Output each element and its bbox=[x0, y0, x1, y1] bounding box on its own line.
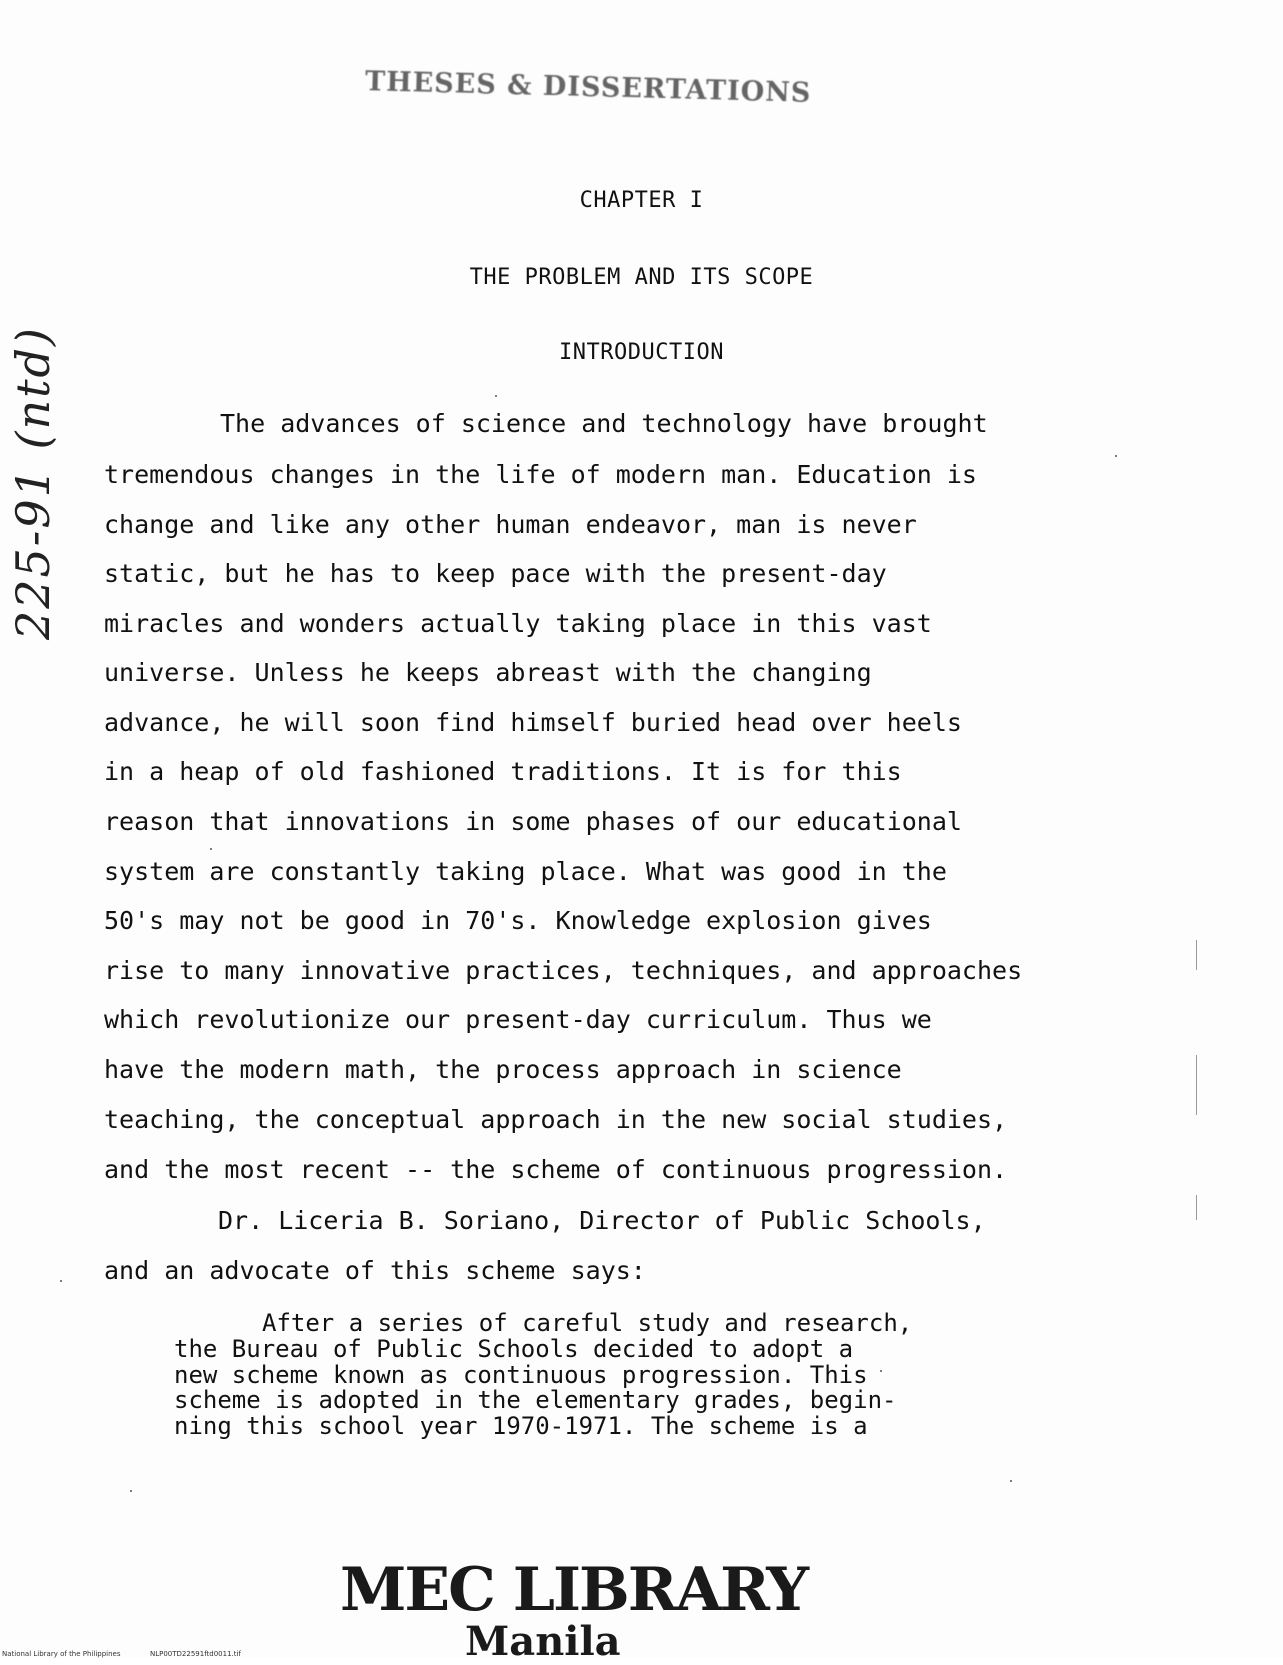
text-line: change and like any other human endeavor, man is never bbox=[104, 510, 917, 539]
text-line: in a heap of old fashioned traditions. It is for this bbox=[104, 757, 902, 786]
text-line: have the modern math, the process approach in science bbox=[104, 1055, 902, 1084]
text-line: which revolutionize our present-day curriculum. Thus we bbox=[104, 1005, 932, 1034]
scan-edge-mark bbox=[1196, 940, 1197, 970]
scan-edge-mark bbox=[1196, 1195, 1197, 1220]
footer-source: National Library of the Philippines bbox=[2, 1650, 121, 1658]
text-line: rise to many innovative practices, techniques, and approaches bbox=[104, 956, 1023, 985]
text-line: Dr. Liceria B. Soriano, Director of Public Schools, bbox=[218, 1206, 986, 1235]
scan-speck bbox=[1115, 455, 1117, 457]
quote-line: new scheme known as continuous progression. This bbox=[174, 1361, 868, 1389]
scan-speck bbox=[880, 1370, 882, 1372]
text-line: and an advocate of this scheme says: bbox=[104, 1256, 646, 1285]
quote-line: the Bureau of Public Schools decided to adopt a bbox=[174, 1335, 854, 1363]
scan-speck bbox=[210, 848, 212, 850]
text-line: teaching, the conceptual approach in the new social studies, bbox=[104, 1105, 1008, 1134]
text-line: tremendous changes in the life of modern man. Education is bbox=[104, 460, 977, 489]
scan-speck bbox=[495, 395, 497, 397]
handwritten-margin-note: 225-91 (ntd) bbox=[6, 326, 60, 640]
quote-line: ning this school year 1970-1971. The scheme is a bbox=[174, 1412, 868, 1440]
text-line: 50's may not be good in 70's. Knowledge explosion gives bbox=[104, 906, 932, 935]
theses-dissertations-stamp: THESES & DISSERTATIONS bbox=[364, 66, 812, 109]
quote-line: scheme is adopted in the elementary grades, begin- bbox=[174, 1386, 897, 1414]
footer-filename: NLP00TD22591ftd0011.tif bbox=[150, 1650, 241, 1658]
text-line: system are constantly taking place. What was good in the bbox=[104, 857, 947, 886]
library-stamp-place: Manila bbox=[465, 1618, 621, 1665]
text-line: miracles and wonders actually taking place in this vast bbox=[104, 609, 932, 638]
text-line: and the most recent -- the scheme of continuous progression. bbox=[104, 1155, 1008, 1184]
scan-speck bbox=[130, 1490, 132, 1492]
text-line: advance, he will soon find himself buried head over heels bbox=[104, 708, 962, 737]
library-stamp-title: MEC LIBRARY bbox=[340, 1555, 808, 1625]
quote-line: After a series of careful study and research, bbox=[262, 1309, 913, 1337]
chapter-heading: CHAPTER I bbox=[579, 188, 704, 213]
scan-edge-mark bbox=[1196, 1055, 1197, 1115]
text-line: reason that innovations in some phases of our educational bbox=[104, 807, 962, 836]
text-line: static, but he has to keep pace with the present-day bbox=[104, 559, 887, 588]
text-line: universe. Unless he keeps abreast with the changing bbox=[104, 658, 872, 687]
scan-speck bbox=[1010, 1480, 1012, 1482]
chapter-title: THE PROBLEM AND ITS SCOPE bbox=[469, 265, 814, 290]
scan-speck bbox=[60, 1280, 62, 1282]
text-line: The advances of science and technology have brought bbox=[220, 409, 988, 438]
section-heading: INTRODUCTION bbox=[559, 340, 724, 365]
